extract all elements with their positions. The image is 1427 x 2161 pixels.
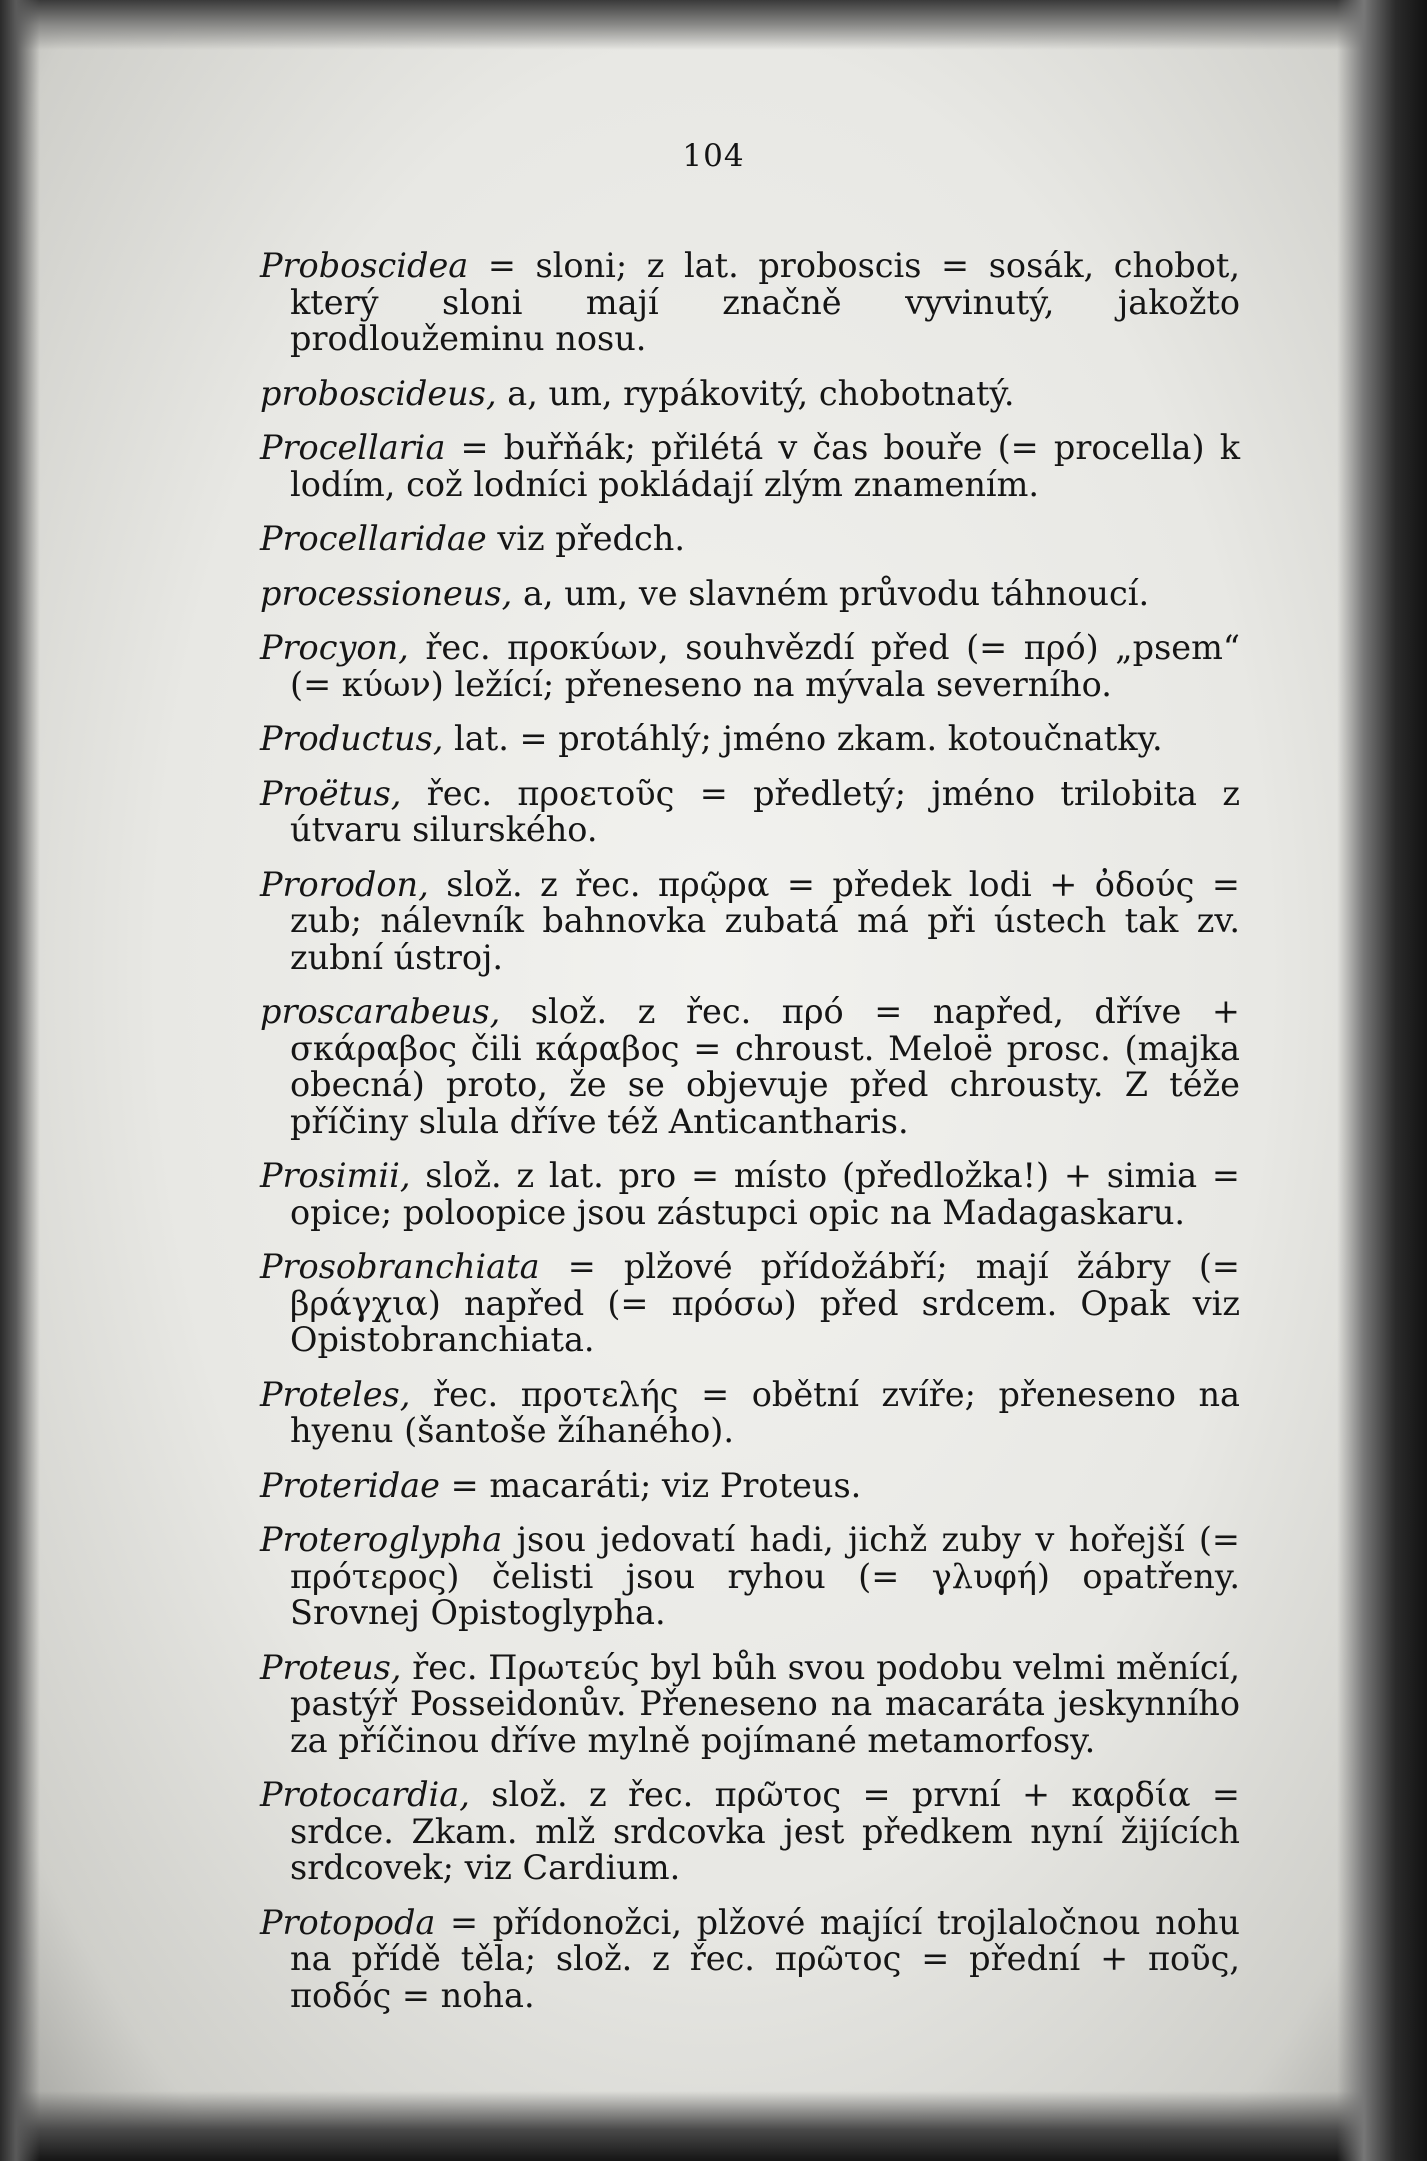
entry-term: Proteridae <box>260 1465 440 1505</box>
entry-term: Proteus, <box>260 1647 402 1687</box>
entry-definition: = sloni; z lat. proboscis = sosák, chobot, který sloni mají značně vyvinutý, jakožto prodloužeminu nosu. <box>290 246 1240 358</box>
entry-definition: = buřňák; přilétá v čas bouře (= procella) k lodím, což lodníci pokládají zlým znamením. <box>290 428 1240 504</box>
entry-procellaridae <box>260 521 1240 558</box>
entry-definition: = macaráti; viz Proteus. <box>439 1465 862 1505</box>
entry-definition: = plžové přídožábří; mají žábry (= βράγχια) napřed (= πρόσω) před srdcem. Opak viz Opistobranchiata. <box>290 1247 1240 1359</box>
entry-prorodon <box>260 864 1240 977</box>
entry-proteridae <box>260 1465 1240 1505</box>
entry-definition: slož. z řec. πρό = napřed, dříve + σκάραβος čili κάραβος = chroust. Meloë prosc. (majka obecná) proto, že se objevuje před chrousty. Z téže příčiny slula dříve též Anticantharis. <box>290 992 1240 1141</box>
entry-definition: řec. Πρωτεύς byl bůh svou podobu velmi měnící, pastýř Posseidonův. Přeneseno na macaráta jeskynního za příčinou dříve mylně pojímané metamorfosy. <box>290 1647 1240 1760</box>
entry-proscarabeus <box>260 994 1240 1140</box>
entry-definition: viz předch. <box>486 519 685 558</box>
entry-definition: řec. προτελής = obětní zvíře; přeneseno na hyenu (šantoše žíhaného). <box>290 1374 1240 1450</box>
entry-definition: řec. προετοῦς = předletý; jméno trilobita z útvaru silurského. <box>290 773 1240 849</box>
entry-definition: a, um, ve slavném průvodu táhnoucí. <box>512 573 1150 613</box>
entry-protocardia <box>260 1777 1240 1887</box>
entry-proteles <box>260 1374 1240 1450</box>
entry-definition: lat. = protáhlý; jméno zkam. kotoučnatky. <box>443 719 1163 758</box>
page-edge-bottom <box>0 2091 1427 2161</box>
entry-term: Proteroglypha <box>260 1520 503 1559</box>
entry-term: proboscideus, <box>260 373 497 413</box>
entry-term: Prosobranchiata <box>260 1247 540 1286</box>
entry-procyon <box>260 630 1240 703</box>
entry-term: Procellaridae <box>260 519 487 558</box>
page-edge-top <box>0 0 1427 50</box>
entry-term: Proboscidea <box>260 246 469 285</box>
entry-definition: = přídonožci, plžové mající trojlaločnou nohu na přídě těla; slož. z řec. πρῶτος = přední + ποῦς, ποδός = noha. <box>290 1902 1240 2015</box>
dictionary-entries <box>260 248 1240 2032</box>
entry-proetus <box>260 773 1240 849</box>
entry-term: Protopoda <box>260 1902 436 1942</box>
entry-term: Proëtus, <box>260 773 402 813</box>
entry-procellaria <box>260 430 1240 503</box>
entry-definition: slož. z lat. pro = místo (předložka!) + simia = opice; poloopice jsou zástupci opic na Madagaskaru. <box>290 1156 1240 1232</box>
entry-term: proscarabeus, <box>260 992 501 1031</box>
page-edge-right <box>1337 0 1427 2161</box>
entry-protopoda <box>260 1902 1240 2015</box>
page-edge-left <box>0 0 40 2161</box>
entry-proteroglypha <box>260 1522 1240 1632</box>
entry-definition: jsou jedovatí hadi, jichž zuby v hořejší (= πρότερος) čelisti jsou ryhou (= γλυφή) opatřeny. Srovnej Opistoglypha. <box>290 1520 1240 1632</box>
entry-definition: slož. z řec. πρῶτος = první + καρδία = srdce. Zkam. mlž srdcovka jest předkem nyní žijících srdcovek; viz Cardium. <box>290 1775 1240 1887</box>
entry-prosimii <box>260 1158 1240 1231</box>
entry-proboscidea <box>260 248 1240 358</box>
entry-processioneus <box>260 573 1240 613</box>
entry-definition: slož. z řec. πρῷρα = předek lodi + ὀδούς = zub; nálevník bahnovka zubatá má při ústech tak zv. zubní ústroj. <box>290 864 1240 977</box>
entry-term: processioneus, <box>260 573 513 613</box>
entry-proboscideus <box>260 373 1240 413</box>
entry-prosobranchiata <box>260 1249 1240 1359</box>
entry-proteus <box>260 1647 1240 1760</box>
entry-term: Procellaria <box>260 428 446 467</box>
entry-definition: a, um, rypákovitý, chobotnatý. <box>496 373 1015 413</box>
entry-term: Productus, <box>260 719 444 758</box>
entry-term: Protocardia, <box>260 1775 470 1814</box>
entry-term: Prosimii, <box>260 1156 411 1195</box>
entry-definition: řec. προκύων, souhvězdí před (= πρό) „psem“ (= κύων) ležící; přeneseno na mývala severního. <box>290 628 1240 704</box>
entry-productus <box>260 721 1240 758</box>
entry-term: Prorodon, <box>260 864 429 904</box>
page-number: 104 <box>682 138 745 174</box>
entry-term: Proteles, <box>260 1374 411 1414</box>
entry-term: Procyon, <box>260 628 409 667</box>
